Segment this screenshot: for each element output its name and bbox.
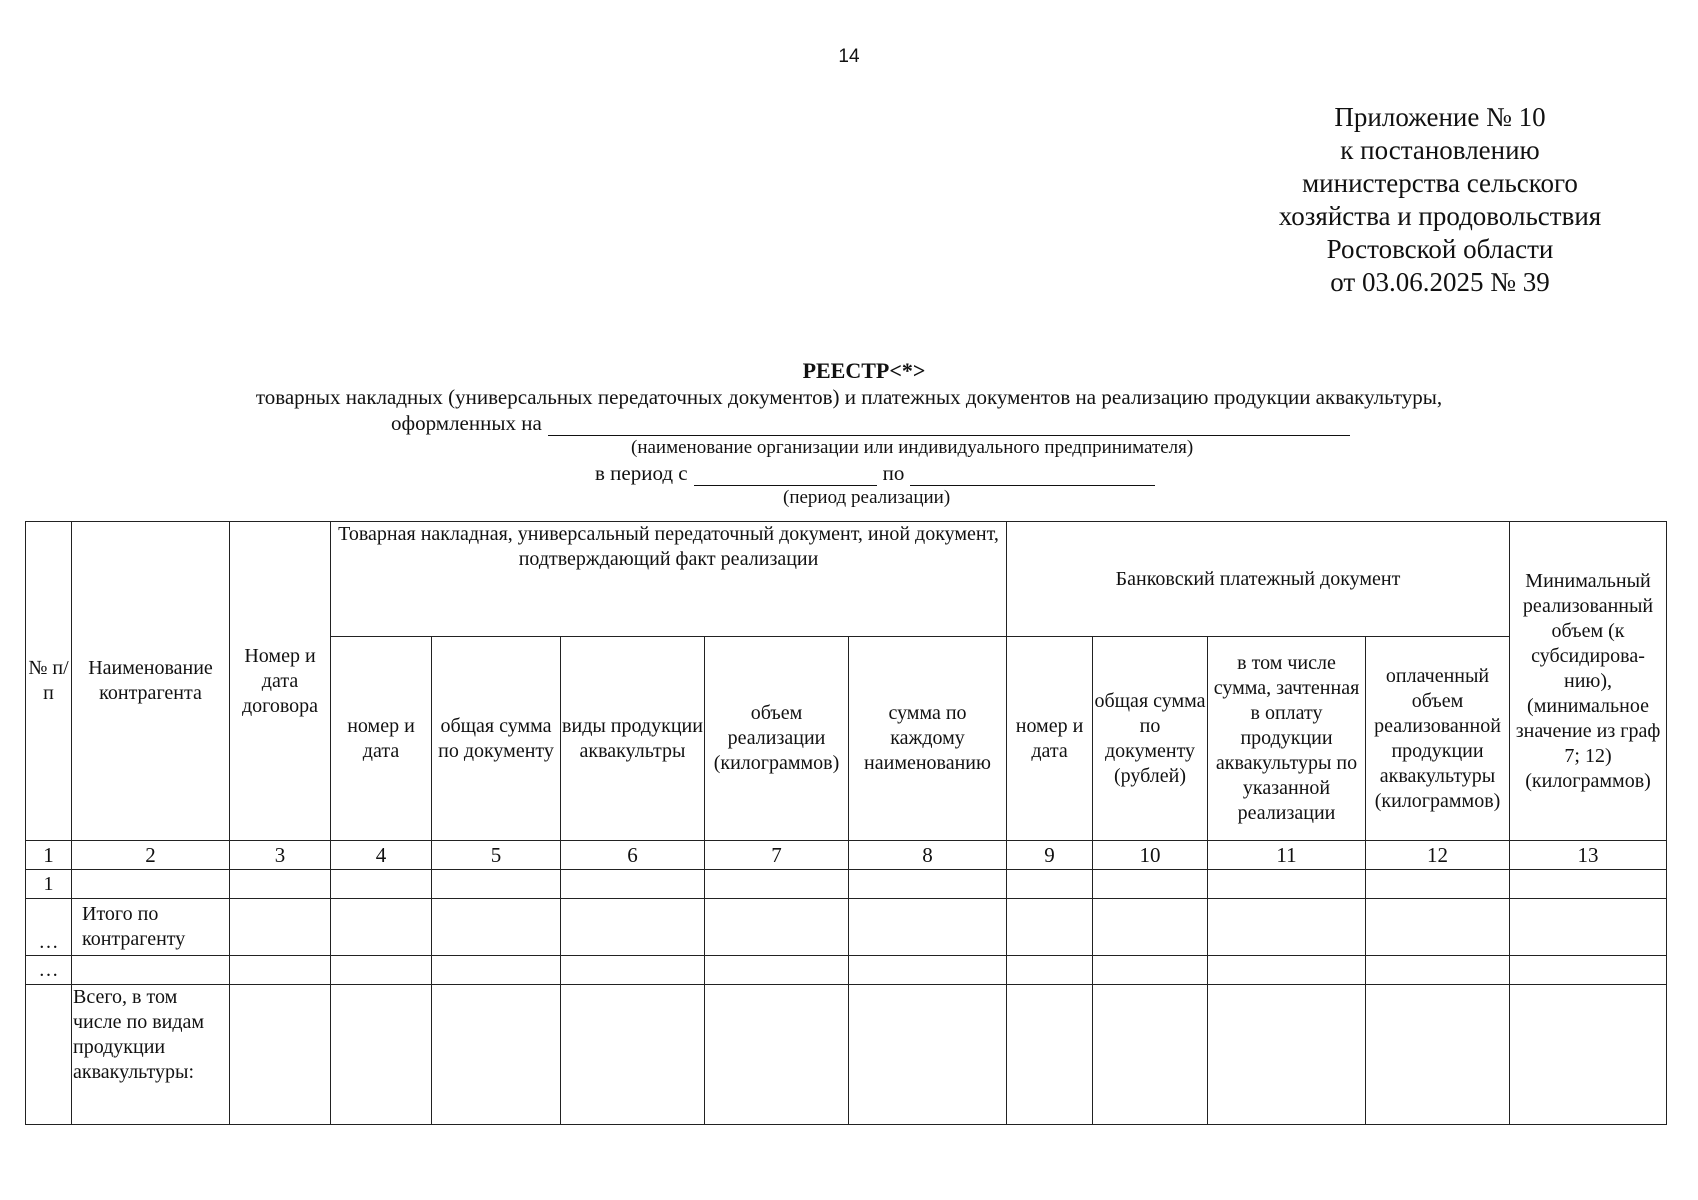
table-cell[interactable] — [561, 985, 705, 1125]
column-number: 12 — [1366, 841, 1510, 870]
table-row — [26, 956, 1667, 985]
document-subtitle: товарных накладных (универсальных передаточных документов) и платежных документов на реализацию продукции аквакультуры, — [255, 385, 1443, 409]
table-cell[interactable] — [1093, 870, 1208, 899]
table-cell — [26, 985, 72, 1125]
appendix-line: от 03.06.2025 № 39 — [1330, 267, 1550, 297]
table-cell[interactable] — [432, 870, 561, 899]
document-title: РЕЕСТР<*> — [802, 358, 926, 383]
table-cell[interactable] — [230, 899, 331, 956]
table-cell[interactable] — [849, 870, 1007, 899]
table-cell[interactable] — [1007, 956, 1093, 985]
appendix-line: Ростовской области — [1326, 234, 1554, 264]
table-cell[interactable] — [230, 870, 331, 899]
page-number: 14 — [838, 46, 860, 67]
period-from-blank[interactable] — [694, 463, 877, 486]
table-cell[interactable] — [230, 956, 331, 985]
header-col-6: виды продукции аквакультры — [561, 637, 705, 841]
table-cell[interactable] — [432, 956, 561, 985]
table-cell[interactable] — [331, 870, 432, 899]
registry-table — [25, 521, 1667, 1125]
appendix-header — [1215, 101, 1665, 299]
table-row — [26, 870, 1667, 899]
table-cell[interactable] — [1510, 899, 1667, 956]
appendix-line: хозяйства и продовольствия — [1278, 201, 1602, 231]
header-col-10: общая сумма по документу (рублей) — [1093, 637, 1208, 841]
table-cell[interactable] — [1007, 870, 1093, 899]
table-cell[interactable] — [561, 870, 705, 899]
appendix-line: Приложение № 10 — [1334, 102, 1546, 132]
column-number: 13 — [1510, 841, 1667, 870]
table-cell[interactable] — [1208, 899, 1366, 956]
column-number: 7 — [705, 841, 849, 870]
table-cell[interactable] — [331, 956, 432, 985]
table-cell[interactable] — [72, 870, 230, 899]
total-label: Всего, в том числе по видам продукции аквакультуры: — [72, 985, 230, 1125]
period-line — [595, 460, 1698, 486]
header-group-invoice: Товарная накладная, универсальный передаточный документ, иной документ, подтверждающий факт реализации — [331, 522, 1007, 637]
issued-for-hint: (наименование организации или индивидуального предпринимателя) — [631, 437, 1194, 458]
table-cell[interactable] — [1510, 870, 1667, 899]
column-number: 11 — [1208, 841, 1366, 870]
column-number: 3 — [230, 841, 331, 870]
header-col-11: в том числе сумма, зачтенная в оплату продукции аквакультуры по указанной реализации — [1208, 637, 1366, 841]
period-to-label: по — [882, 461, 905, 485]
column-number: 8 — [849, 841, 1007, 870]
table-cell[interactable] — [849, 956, 1007, 985]
column-number: 1 — [26, 841, 72, 870]
table-cell[interactable] — [1366, 956, 1510, 985]
table-cell[interactable] — [1093, 899, 1208, 956]
document-title-block — [0, 358, 1698, 510]
header-col-12: оплаченный объем реализованной продукции аквакультуры (килограммов) — [1366, 637, 1510, 841]
table-cell[interactable] — [705, 899, 849, 956]
header-col-1: № п/п — [26, 522, 72, 841]
table-cell[interactable] — [705, 956, 849, 985]
table-cell[interactable] — [1510, 985, 1667, 1125]
table-cell[interactable] — [432, 899, 561, 956]
period-from-label: в период с — [595, 461, 688, 485]
table-cell[interactable] — [331, 899, 432, 956]
row-number: 1 — [26, 870, 72, 899]
table-cell[interactable] — [72, 956, 230, 985]
header-col-13: Минимальный реализованный объем (к субсидирова-нию), (минимальное значение из граф 7; 12) (килограммов) — [1510, 522, 1667, 841]
table-cell[interactable] — [1366, 899, 1510, 956]
appendix-line: министерства сельского — [1302, 168, 1578, 198]
table-cell[interactable] — [1510, 956, 1667, 985]
table-cell[interactable] — [1208, 956, 1366, 985]
header-col-2: Наименование контрагента — [72, 522, 230, 841]
period-hint: (период реализации) — [783, 487, 951, 508]
row-number: … — [26, 956, 72, 985]
header-col-7: объем реализации (килограммов) — [705, 637, 849, 841]
period-to-blank[interactable] — [910, 463, 1155, 486]
table-cell[interactable] — [1007, 899, 1093, 956]
column-number: 2 — [72, 841, 230, 870]
table-cell[interactable] — [1093, 956, 1208, 985]
table-cell[interactable] — [705, 870, 849, 899]
column-number: 9 — [1007, 841, 1093, 870]
column-number: 10 — [1093, 841, 1208, 870]
row-number: … — [26, 899, 72, 956]
column-number: 5 — [432, 841, 561, 870]
table-cell[interactable] — [1366, 985, 1510, 1125]
column-number: 4 — [331, 841, 432, 870]
table-row — [26, 985, 1667, 1125]
table-cell[interactable] — [849, 899, 1007, 956]
table-cell[interactable] — [561, 956, 705, 985]
table-cell[interactable] — [331, 985, 432, 1125]
issued-for-blank[interactable] — [548, 413, 1350, 436]
table-cell[interactable] — [1366, 870, 1510, 899]
table-cell[interactable] — [1093, 985, 1208, 1125]
header-col-5: общая сумма по документу — [432, 637, 561, 841]
header-col-4: номер и дата — [331, 637, 432, 841]
column-numbers-row — [26, 841, 1667, 870]
table-cell[interactable] — [1208, 985, 1366, 1125]
header-col-9: номер и дата — [1007, 637, 1093, 841]
table-cell[interactable] — [1007, 985, 1093, 1125]
column-number: 6 — [561, 841, 705, 870]
table-cell[interactable] — [432, 985, 561, 1125]
table-cell[interactable] — [230, 985, 331, 1125]
header-col-8: сумма по каждому наименованию — [849, 637, 1007, 841]
table-cell[interactable] — [849, 985, 1007, 1125]
issued-for-line — [391, 410, 1698, 436]
table-cell[interactable] — [1208, 870, 1366, 899]
table-row — [26, 899, 1667, 956]
header-col-3: Номер и дата договора — [230, 522, 331, 841]
table-cell[interactable] — [561, 899, 705, 956]
issued-for-label: оформленных на — [391, 411, 542, 435]
subtotal-label: Итого по контрагенту — [72, 899, 230, 956]
header-group-bank: Банковский платежный документ — [1007, 522, 1510, 637]
appendix-line: к постановлению — [1340, 135, 1540, 165]
table-cell[interactable] — [705, 985, 849, 1125]
